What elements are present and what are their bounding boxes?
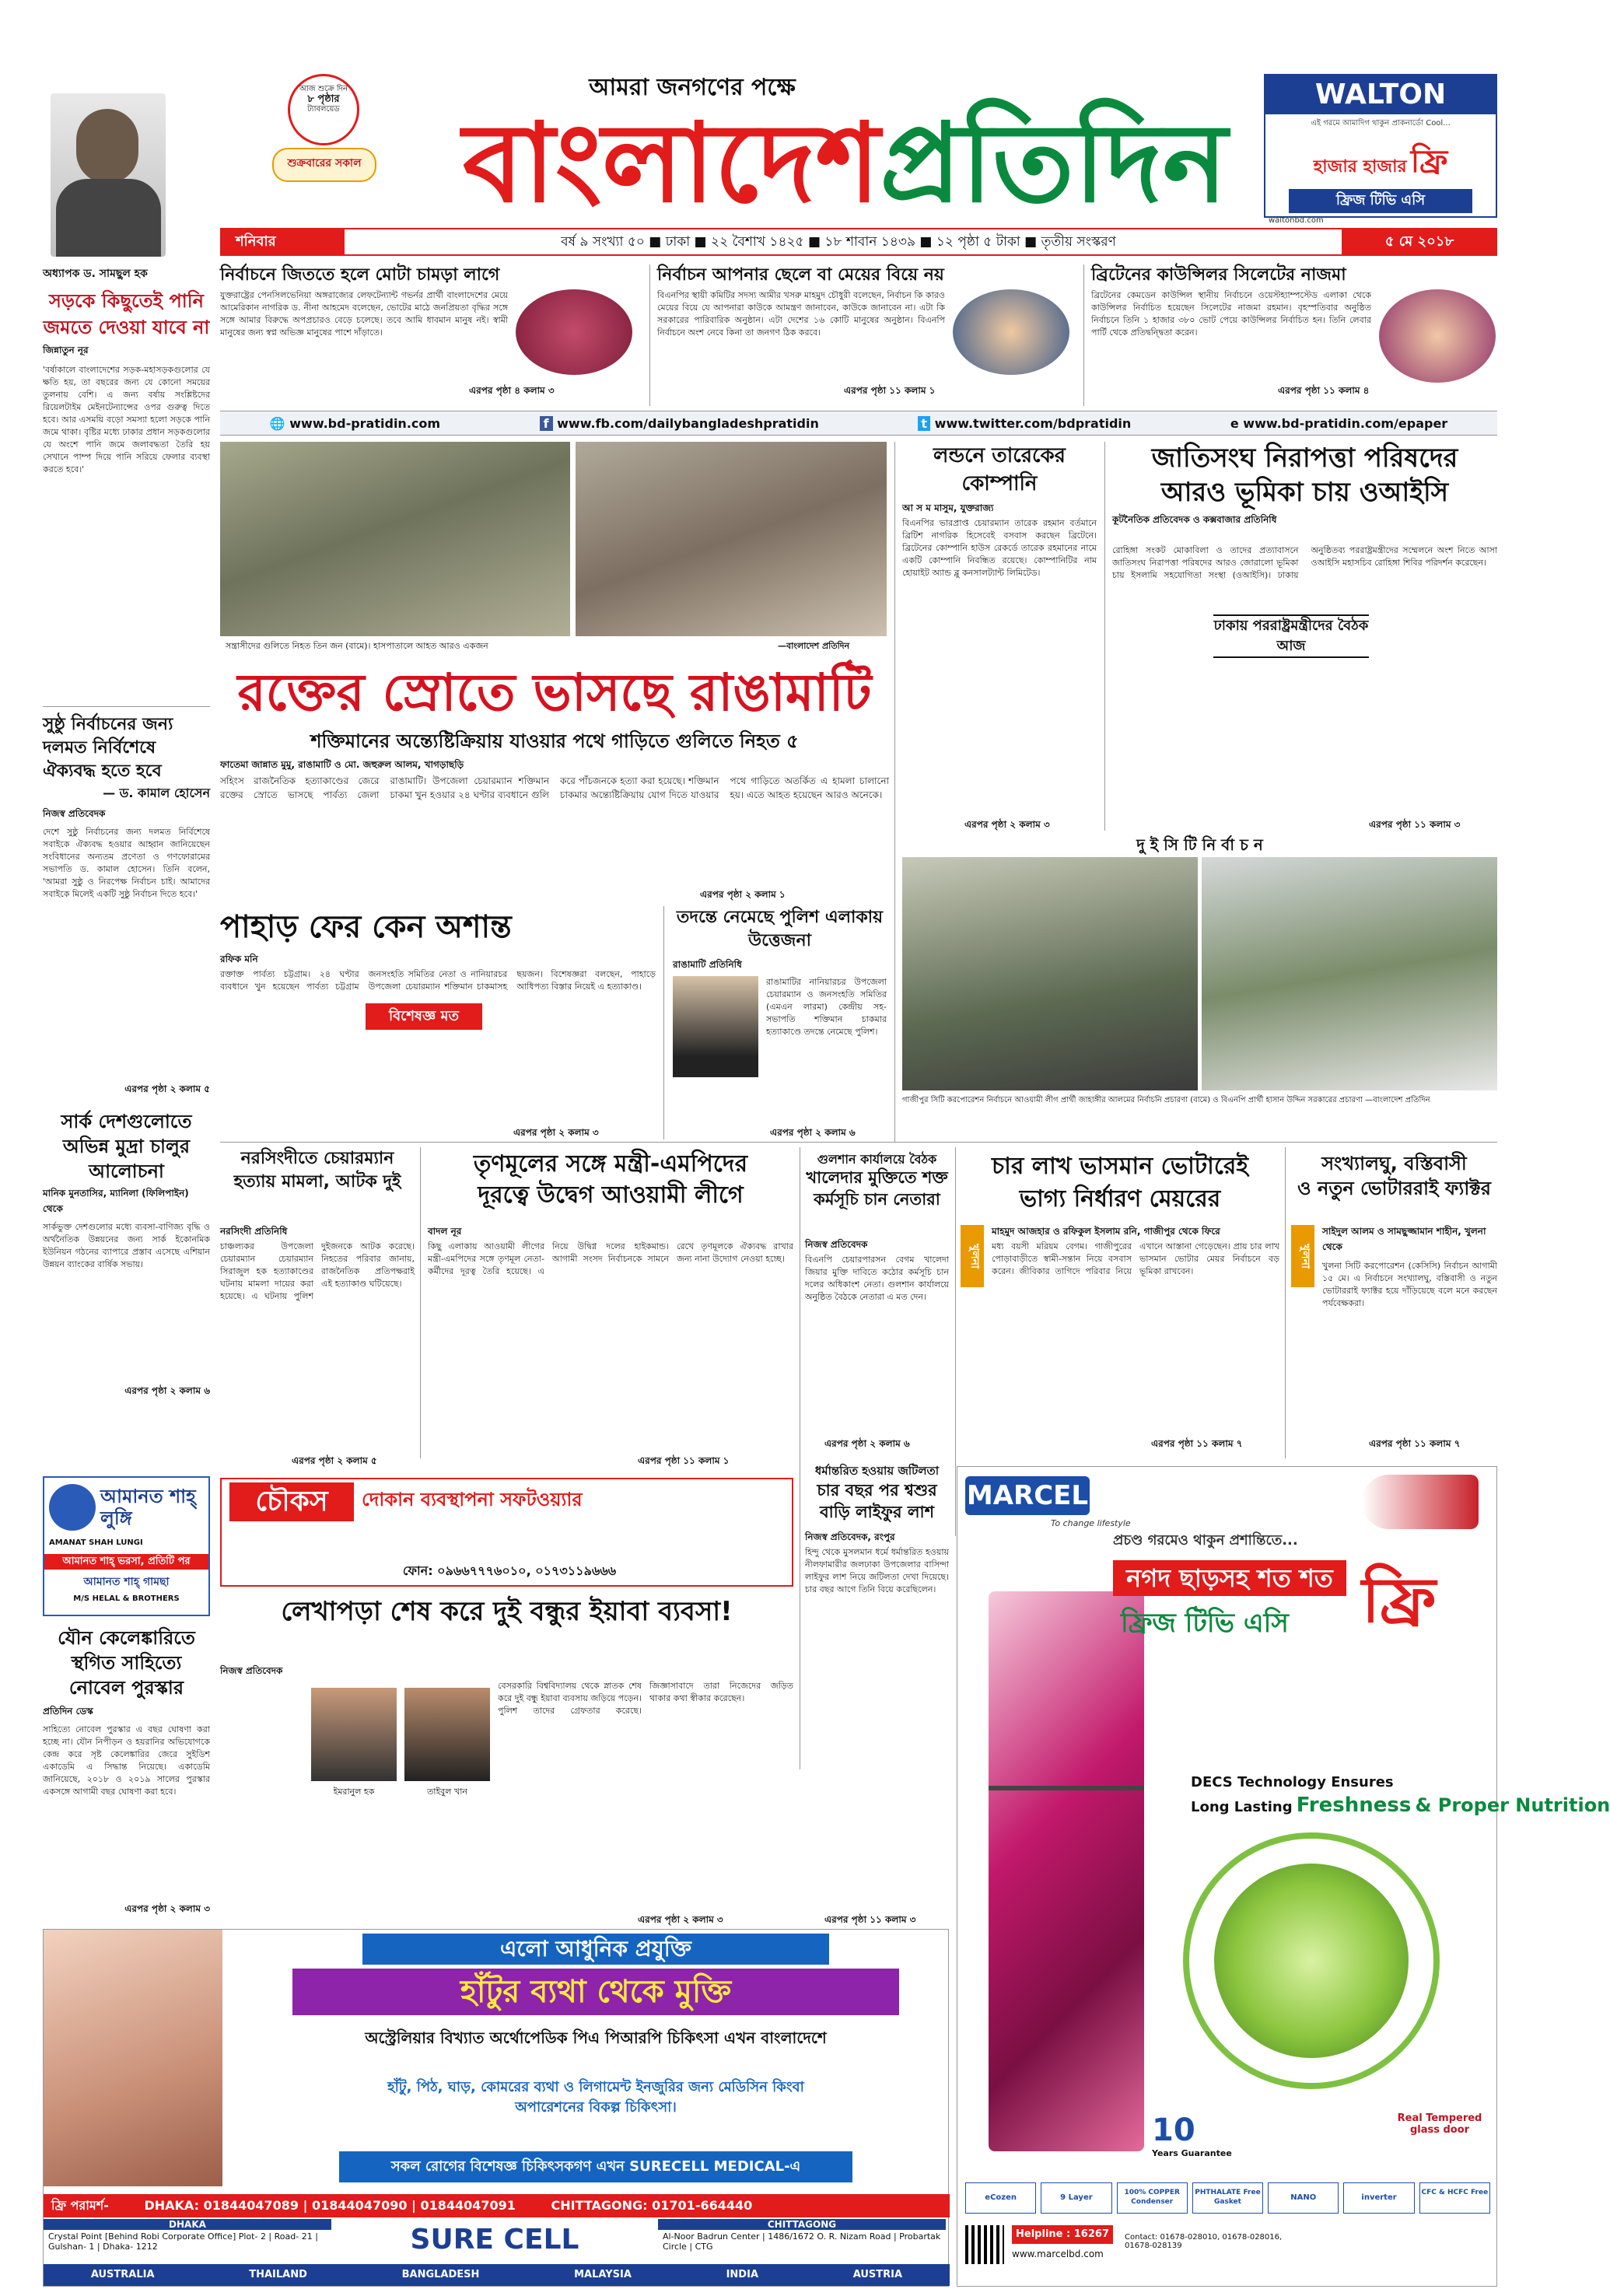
marcel-features — [965, 2182, 1490, 2214]
qr-icon — [965, 2225, 1004, 2264]
surecell-dhaka-addr: Crystal Point [Behind Robi Corporate Office] Plot- 2 | Road- 21 | Gulshan- 1 | Dhaka- 1212 — [48, 2231, 318, 2252]
lead-cont[interactable]: এরপর পৃষ্ঠা ২ কলাম ১ — [700, 889, 786, 900]
surecell-ctg — [658, 2219, 946, 2253]
marcel-fridge-divider — [989, 1786, 1144, 1790]
two-city-photo-left — [902, 857, 1198, 1090]
marcel-tech2: Long Lasting — [1191, 1799, 1293, 1815]
web-link-text: www.bd-pratidin.com — [289, 415, 441, 431]
mayor-cont[interactable]: এরপর পৃষ্ঠা ১১ কলাম ৭ — [1151, 1438, 1243, 1449]
police-headline[interactable]: তদন্তে নেমেছে পুলিশ এলাকায় উত্তেজনা — [676, 908, 884, 950]
khaleda-headline-2[interactable]: খালেদার মুক্তিতে শক্ত কর্মসূচি চান নেতারা — [806, 1168, 948, 1209]
epaper-link-text: www.bd-pratidin.com/epaper — [1243, 415, 1448, 431]
amanat-logo-icon — [49, 1484, 96, 1531]
divider — [420, 1147, 421, 1458]
minority-tag: খুলনা — [1291, 1225, 1314, 1287]
surecell-ctg-addr: Al-Noor Badrun Center | 1486/1672 O. R. Nizam Road | Probartak Circle | CTG — [663, 2231, 941, 2252]
top-story-2-photo — [953, 289, 1069, 375]
marcel-hot: প্রচণ্ড গরমেও থাকুন প্রশান্তিতে... — [1113, 1532, 1298, 1549]
title-part1: বাংলাদেশ — [463, 100, 880, 227]
date-strip — [220, 228, 1497, 256]
left-byline-4: প্রতিদিন ডেস্ক — [43, 1706, 93, 1717]
narsingdi-body: চাঞ্চল্যকর উপজেলা চেয়ারম্যান চেয়ারম্যান সিরাজুল হক হত্যাকাণ্ডের ঘটনায় মামলা দায়ের করা হয়েছে। এ ঘটনায় পুলিশ দুইজনকে আটক করেছে। নিহতের পরিবার জানায়, রাজনৈতিক প্রতিপক্ষরাই এই হত্যাকাণ্ড ঘটিয়েছে। — [220, 1241, 415, 1301]
minority-cont[interactable]: এরপর পৃষ্ঠা ১১ কলাম ৭ — [1369, 1438, 1461, 1449]
country-label: AUSTRIA — [852, 2269, 903, 2280]
surecell-ad[interactable] — [43, 1929, 949, 2287]
mayor-tag: খুলনা — [961, 1225, 984, 1287]
walton-free: ফ্রি — [1410, 144, 1448, 180]
fb-link-text: www.fb.com/dailybangladeshpratidin — [557, 415, 819, 431]
walton-line1: এই গরমে আমাদিগ থাকুন প্রাকনার্ডো Cool... — [1311, 119, 1451, 128]
date-date: ৫ মে ২০১৮ — [1342, 229, 1497, 254]
left-byline-3: মানিক মুনতাসির, ম্যানিলা (ফিলিপাইন) থেকে — [43, 1188, 189, 1214]
tabloid-badge — [288, 74, 359, 145]
left-body-3: সার্কভুক্ত দেশগুলোর মধ্যে ব্যবসা-বাণিজ্য বৃদ্ধি ও অর্থনৈতিক উন্নয়নের জন্য সার্ক ইকোনমিক ইউনিয়ন গঠনের ব্যাপারে প্রস্তাব এসেছে এশিয়ান উন্নয়ন ব্যাংকের বার্ষিক সভায়। — [43, 1222, 210, 1269]
left-byline-2: নিজস্ব প্রতিবেদক — [43, 808, 106, 819]
surecell-countries — [44, 2264, 950, 2286]
feature-badge: 100% COPPER Condenser — [1117, 2182, 1188, 2214]
mayor-headline-2[interactable]: ভাগ্য নির্ধারণ মেয়রের — [1019, 1185, 1221, 1213]
badge-line3: ট্যাবলয়েড — [307, 105, 340, 114]
feature-badge: inverter — [1343, 2182, 1414, 2214]
twitter-link-text: www.twitter.com/bdpratidin — [934, 415, 1132, 431]
lekhapora-cont[interactable]: এরপর পৃষ্ঠা ২ কলাম ৩ — [638, 1914, 723, 1925]
masthead-title — [463, 97, 1264, 229]
marcel-helpline: Helpline : 16267 — [1012, 2225, 1113, 2244]
police-cont[interactable]: এরপর পৃষ্ঠা ২ কলাম ৬ — [770, 1127, 856, 1138]
social-strip — [220, 411, 1497, 436]
marcel-fridge — [989, 1591, 1144, 2151]
lekhapora-body: বেসরকারি বিশ্ববিদ্যালয় থেকে স্নাতক শেষ করে দুই বন্ধু ইয়াবা ব্যবসায় জড়িয়ে পড়েন। পুলিশ তাদের গ্রেফতার করেছে। জিজ্ঞাসাবাদে তারা নিজেদের জড়িত থাকার কথা স্বীকার করেছেন। — [498, 1681, 793, 1716]
walton-site: waltonbd.com — [1269, 216, 1324, 225]
top-story-3[interactable] — [1091, 264, 1497, 406]
surecell-ctg-label: CHITTAGONG — [658, 2219, 946, 2230]
trinamul-headline-1[interactable]: তৃণমূলের সঙ্গে মন্ত্রী-এমপিদের — [473, 1150, 748, 1178]
marcel-slogan: To change lifestyle — [1051, 1518, 1131, 1528]
lead-credit: —বাংলাদেশ প্রতিদিন — [778, 641, 850, 651]
police-body: রাঙামাটির নানিয়ারচর উপজেলা চেয়ারম্যান ও জনসংহতি সমিতির (এমএন লারমা) কেন্দ্রীয় সহ-সভাপতি শক্তিমান চাকমার হত্যাকাণ্ডে তদন্তে নেমেছে পুলিশ। — [766, 977, 887, 1037]
walton-offer — [1265, 137, 1496, 189]
top-story-2[interactable] — [657, 264, 1076, 406]
police-byline: রাঙামাটি প্রতিনিধি — [673, 959, 742, 970]
date-day: শনিবার — [220, 229, 345, 254]
surecell-brand: SURE CELL — [410, 2224, 579, 2256]
lekhapora-byline: নিজস্ব প্রতিবেদক — [220, 1665, 283, 1676]
left-cont-2[interactable]: এরপর পৃষ্ঠা ২ কলাম ৫ — [124, 1083, 210, 1094]
divider — [1104, 442, 1105, 831]
feature-badge: 9 Layer — [1041, 2182, 1111, 2214]
chokos-phone: ফোন: ০৯৬৬৭৭৭৬০১০, ০১৭৩১১৯৬৬৬ — [402, 1563, 617, 1578]
marcel-tech1: DECS Technology Ensures — [1191, 1774, 1394, 1790]
minority-headline-1[interactable]: সংখ্যালঘু, বস্তিবাসী — [1321, 1153, 1467, 1174]
top-story-1-title: নির্বাচনে জিততে হলে মোটা চামড়া লাগে — [220, 265, 500, 285]
marcel-glass: Real Tempered glass door — [1397, 2112, 1482, 2136]
top-story-1-cont[interactable]: এরপর পৃষ্ঠা ৪ কলাম ৩ — [469, 385, 555, 396]
lettuce-icon — [1214, 1864, 1409, 2058]
marcel-web: www.marcelbd.com — [1012, 2249, 1104, 2259]
surecell-knee-image — [44, 1930, 222, 2186]
author-photo-head — [76, 109, 138, 184]
khaleda-byline: নিজস্ব প্রতিবেদক — [805, 1239, 868, 1250]
trinamul-byline: বাদল নূর — [428, 1226, 462, 1237]
top-story-2-body: বিএনপির স্থায়ী কমিটির সদস্য আমীর খসরু মাহমুদ চৌধুরী বলেছেন, নির্বাচন কি কারও মেয়ের বিয়ে যে আপনারা কাউকে আমন্ত্রণ জানাবেন, কাউকে জানাবেন না। এটা কি সরকারের পারিবারিক অনুষ্ঠান। এটা দেশের ১৬ কোটি মানুষের অনুষ্ঠান। বিএনপি নির্বাচনে অংশ নেবে কিনা তা জনগণ ঠিক করবে। — [657, 290, 945, 338]
left-body-1: 'বর্ষাকালে বাংলাদেশের সড়ক-মহাসড়কগুলোর যে ক্ষতি হয়, তা বছরের জন্য যে কোনো সময়ের তুলনায় বেশি। এ জন্য বর্ষায় সংশ্লিষ্টদের রিয়েলটাইম মেইনটেন্যান্সের ওপর গুরুত্ব দিতে হবে। আর এসময়ি বড়ো সমস্যা হলো সড়কে পানি জমে থাকা। বৃষ্টির মধ্যে ঢাকার প্রধান সড়কগুলোর যে অংশে পানি জমে জলাবদ্ধতা তৈরি হয় সেখানে পাম্প দিয়ে পানি সরিয়ে ফেলার ব্যবস্থা করতে হবে।' — [43, 365, 210, 474]
two-city-label: দু ই সি টি নি র্বা চ ন — [902, 834, 1497, 859]
london-body: বিএনপির ভারপ্রাপ্ত চেয়ারম্যান তারেক রহমান বর্তমানে ব্রিটিশ নাগরিক হিসেবেই বসবাস করছেন ব্রিটেনে। ব্রিটেনের কোম্পানি হাউস রেকর্ডে তারেক রহমানের নামে একটি কোম্পানি নিবন্ধিত রয়েছে। কোম্পানিটির নাম হোয়াইট অ্যান্ড ব্লু কনসালট্যান্ট লিমিটেড। — [902, 518, 1097, 578]
surecell-line3: অস্ট্রেলিয়ার বিখ্যাত অর্থোপেডিক পিএ পিআরপি চিকিৎসা এখন বাংলাদেশে — [365, 2028, 827, 2047]
dowry-cont[interactable]: এরপর পৃষ্ঠা ১১ কলাম ৩ — [824, 1914, 916, 1925]
trinamul-cont[interactable]: এরপর পৃষ্ঠা ১১ কলাম ১ — [638, 1455, 730, 1466]
epaper-link[interactable] — [1230, 416, 1447, 431]
left-headline-3[interactable]: সার্ক দেশগুলোতে অভিন্ন মুদ্রা চালুর আলোচনা — [61, 1111, 192, 1182]
surecell-line2: হাঁটুর ব্যথা থেকে মুক্তি — [292, 1969, 899, 2015]
plane-icon — [1362, 1475, 1479, 1529]
minority-headline-2[interactable]: ও নতুন ভোটাররাই ফ্যাক্টর — [1297, 1178, 1491, 1199]
london-cont[interactable]: এরপর পৃষ্ঠা ২ কলাম ৩ — [964, 819, 1050, 830]
lead-body: সহিংস রাজনৈতিক হত্যাকাণ্ডের জেরে রক্তের স্রোতে ভাসছে পার্বত্য জেলা রাঙামাটি। উপজেলা চেয়ারম্যান শক্তিমান চাকমা খুন হওয়ার ২৪ ঘণ্টার ব্যবধানে গুলি করে পাঁচজনকে হত্যা করা হয়েছে। শক্তিমান চাকমার অন্ত্যেষ্টিক্রিয়ায় যোগ দিতে যাওয়ার পথে গাড়িতে অতর্কিত এ হামলা চালানো হয়। এতে আহত হয়েছেন আরও অনেকে। — [220, 775, 889, 800]
walton-line2: হাজার হাজার — [1313, 157, 1407, 177]
khaleda-cont[interactable]: এরপর পৃষ্ঠা ২ কলাম ৬ — [824, 1438, 910, 1449]
author-name: অধ্যাপক ড. সামছুল হক — [43, 268, 148, 280]
top-story-2-cont[interactable]: এরপর পৃষ্ঠা ১১ কলাম ১ — [844, 385, 936, 396]
oic-headline-2[interactable]: আরও ভূমিকা চায় ওআইসি — [1160, 477, 1449, 508]
feature-badge: PHTHALATE Free Gasket — [1192, 2182, 1263, 2214]
marcel-years-label: Years Guarantee — [1152, 2148, 1232, 2158]
lekhapora-headline[interactable]: লেখাপড়া শেষ করে দুই বন্ধুর ইয়াবা ব্যবসা! — [281, 1596, 733, 1627]
london-byline: আ স ম মাসুম, যুক্তরাজ্য — [902, 502, 994, 513]
feature-badge: NANO — [1268, 2182, 1339, 2214]
left-sub-2: — ড. কামাল হোসেন — [103, 786, 210, 800]
feature-badge: eCozen — [965, 2182, 1036, 2214]
twitter-icon: t — [918, 416, 930, 431]
lekhapora-photo-1-label: ইমরানুল হক — [333, 1787, 375, 1797]
top-story-3-photo — [1379, 289, 1496, 383]
top-story-1-body: যুক্তরাষ্ট্রের পেনসিলভেনিয়া অঙ্গরাজ্যের লেফটেন্যান্ট গভর্নর প্রার্থী বাংলাদেশের মেয়ে আমেরিকান নাগরিক ড. নীনা আহমেদ বলেছেন, ভোটের মাঠে জনপ্রিয়তা বৃদ্ধির সঙ্গে সঙ্গে আমার বিরুদ্ধে অপপ্রচারও বেড়ে চলেছে। তবে আমি ধাবমান মানুষ নই। স্বামী মানুষের জন্য স্বপ্ন অভিজ্ঞ মানুষের পাশে দাঁড়াতে। — [220, 290, 508, 338]
amanat-line1: আমানত শাহ্ ভরসা, প্রতিটি পর — [44, 1554, 208, 1570]
marcel-brand: MARCEL — [965, 1476, 1090, 1515]
title-part2: প্রতিদিন — [880, 100, 1228, 227]
masthead-tagline: আমরা জনগণের পক্ষে — [589, 74, 796, 101]
top-story-3-title: ব্রিটেনের কাউন্সিলর সিলেটের নাজমা — [1091, 265, 1346, 285]
marcel-tech3: Freshness — [1296, 1794, 1412, 1817]
marcel-guarantee — [1152, 2112, 1237, 2158]
walton-ad[interactable] — [1264, 74, 1497, 225]
epaper-icon: e — [1230, 415, 1244, 431]
divider — [955, 1147, 956, 1536]
narsingdi-cont[interactable]: এরপর পৃষ্ঠা ২ কলাম ৫ — [292, 1455, 377, 1466]
left-headline-1[interactable]: সড়কে কিছুতেই পানি জমতে দেওয়া যাবে না — [43, 290, 210, 338]
feature-badge: CFC & HCFC Free — [1419, 2182, 1490, 2214]
oic-body: রোহিঙ্গা সংকট মোকাবিলা ও তাদের প্রত্যাবাসনে জাতিসংঘ নিরাপত্তা পরিষদের আরও জোরালো ভূমিকা চায় ইসলামি সহযোগিতা সংস্থা (ওআইসি)। ঢাকায় অনুষ্ঠিতব্য পররাষ্ট্রমন্ত্রীদের সম্মেলনে অংশ নিতে আসা ওআইসি মহাসচিব রোহিঙ্গা শিবির পরিদর্শন করেছেন। — [1112, 545, 1497, 580]
marcel-tech-line — [1191, 1794, 1610, 1817]
date-info: বর্ষ ৯ সংখ্যা ৫০ ■ ঢাকা ■ ২২ বৈশাখ ১৪২৫ ■ ১৮ শাবান ১৪৩৯ ■ ১২ পৃষ্ঠা ৫ টাকা ■ তৃতীয় সংস্করণ — [561, 234, 1116, 250]
web-link[interactable] — [270, 416, 440, 431]
twitter-link[interactable] — [918, 416, 1131, 431]
divider — [894, 442, 895, 1142]
surecell-line1: এলো আধুনিক প্রযুক্তি — [362, 1934, 829, 1965]
top-story-1-photo — [516, 289, 632, 375]
top-story-1[interactable] — [220, 264, 642, 406]
country-label: MALAYSIA — [574, 2269, 632, 2280]
chokos-ad[interactable] — [220, 1478, 793, 1587]
left-byline-1: জিন্নাতুন নূর — [43, 345, 89, 355]
trinamul-body: কিছু এলাকায় আওয়ামী লীগের মন্ত্রী-এমপিদের সঙ্গে তৃণমূল নেতা-কর্মীদের দূরত্ব তৈরি হয়েছে। এ নিয়ে উদ্বিগ্ন দলের হাইকমান্ড। আগামী সংসদ নির্বাচনকে সামনে রেখে তৃণমূলকে ঐক্যবদ্ধ রাখার জন্য নানা উদ্যোগ নেওয়া হচ্ছে। — [428, 1241, 793, 1276]
surecell-dhaka-phones: DHAKA: 01844047089 | 01844047090 | 01844047091 — [144, 2198, 516, 2213]
marcel-ad[interactable] — [957, 1466, 1610, 2287]
lekhapora-photo-1 — [311, 1688, 397, 1781]
minority-body: খুলনা সিটি করপোরেশন (কেসিসি) নির্বাচন আগামী ১৫ মে। এ নির্বাচনে সংখ্যালঘু, বস্তিবাসী ও নতুন ভোটাররাই ফ্যাক্টর হয়ে দাঁড়িয়েছে বলে মনে করছেন পর্যবেক্ষকরা। — [1322, 1261, 1497, 1308]
surecell-dhaka-label: DHAKA — [44, 2219, 331, 2230]
lead-photo-left — [220, 442, 570, 636]
walton-brand: WALTON — [1265, 75, 1496, 114]
marcel-items: ফ্রিজ টিভি এসি — [1121, 1608, 1289, 1639]
trinamul-headline-2[interactable]: দূরত্বে উদ্বেগ আওয়ামী লীগে — [478, 1181, 744, 1209]
surecell-phones — [44, 2194, 950, 2217]
globe-icon: 🌐 — [269, 415, 290, 431]
divider — [220, 1142, 1497, 1143]
amanat-line2: আমানত শাহ্ গামছা — [83, 1576, 170, 1588]
lead-headline[interactable]: রক্তের স্রোতে ভাসছে রাঙামাটি — [237, 662, 872, 723]
fb-link[interactable] — [540, 416, 819, 431]
left-body-2: দেশে সুষ্ঠু নির্বাচনের জন্য দলমত নির্বিশেষে সবাইকে ঐক্যবদ্ধ হওয়ার আহ্বান জানিয়েছেন সংবিধানের অন্যতম প্রণেতা ও গণফোরামের সভাপতি ড. কামাল হোসেন। তিনি বলেন, 'আমরা সুষ্ঠু ও নিরপেক্ষ নির্বাচন চাই। আমাদের সবাইকে মিলেই একটি সুষ্ঠু নির্বাচন দিতে হবে।' — [43, 827, 210, 899]
divider — [1285, 1147, 1286, 1458]
mayor-body: মধ্য বয়সী মরিয়ম বেগম। গাজীপুরের পোড়াবাড়ীতে স্বামী-সন্তান নিয়ে বসবাস করেন। জীবিকার তাগিদে পরিবার নিয়ে এখানে আস্তানা গেড়েছেন। প্রায় চার লাখ ভাসমান ভোটার মেয়র নির্বাচনে বড় ভূমিকা রাখবেন। — [992, 1241, 1279, 1276]
amanat-en: AMANAT SHAH LUNGI — [49, 1538, 143, 1547]
amanat-ad[interactable] — [43, 1476, 210, 1616]
surecell-line5: সকল রোগের বিশেষজ্ঞ চিকিৎসকগণ এখন SURECELL MEDICAL-এ — [339, 2151, 852, 2182]
marcel-cash: নগদ ছাড়সহ শত শত — [1113, 1560, 1346, 1596]
lead-photo-right — [576, 442, 887, 636]
left-headline-2[interactable]: সুষ্ঠু নির্বাচনের জন্য দলমত নির্বিশেষে ঐক্যবদ্ধ হতে হবে — [43, 715, 173, 781]
hills-body: রক্তাক্ত পার্বত্য চট্টগ্রাম। ২৪ ঘণ্টার ব্যবধানে খুন হয়েছেন পার্বত্য চট্টগ্রাম জনসংহতি সমিতির নেতা ও নানিয়ারচর উপজেলা চেয়ারম্যান শক্তিমান চাকমাসহ ছয়জন। বিশেষজ্ঞরা বলছেন, পাহাড়ে আধিপত্য বিস্তার নিয়েই এ হত্যাকাণ্ড। — [220, 969, 656, 992]
badge-line2: ৮ পৃষ্ঠার — [307, 93, 340, 105]
khaleda-body: বিএনপি চেয়ারপারসন বেগম খালেদা জিয়ার মুক্তি দাবিতে কঠোর কর্মসূচি চান দলের অধিকাংশ নেতা। গুলশান কার্যালয়ে অনুষ্ঠিত বৈঠকে নেতারা এ মত দেন। — [805, 1255, 949, 1302]
chokos-name: চৌকস — [229, 1482, 354, 1521]
country-label: AUSTRALIA — [90, 2269, 155, 2280]
amanat-firm: M/S HELAL & BROTHERS — [73, 1594, 180, 1603]
divider — [663, 906, 664, 1139]
country-label: THAILAND — [249, 2269, 307, 2280]
sokal-badge-text: শুক্রবারের সকাল — [287, 157, 362, 170]
marcel-years: 10 — [1152, 2112, 1195, 2148]
khaleda-headline-1: গুলশান কার্যালয়ে বৈঠক — [817, 1152, 937, 1167]
lekhapora-photo-2-label: তাইবুল খান — [427, 1787, 467, 1797]
mayor-headline-1[interactable]: চার লাখ ভাসমান ভোটারেই — [991, 1153, 1249, 1180]
hills-expert-tag: বিশেষজ্ঞ মত — [366, 1003, 482, 1030]
chokos-sub: দোকান ব্যবস্থাপনা সফটওয়্যার — [362, 1489, 583, 1510]
facebook-icon: f — [540, 416, 553, 431]
top-story-2-title: নির্বাচন আপনার ছেলে বা মেয়ের বিয়ে নয় — [657, 265, 944, 285]
mayor-byline: মাহমুদ আজহার ও রফিকুল ইসলাম রনি, গাজীপুর থেকে ফিরে — [992, 1226, 1220, 1237]
dowry-headline-1: ধর্মান্তরিত হওয়ায় জটিলতা — [814, 1464, 940, 1478]
lead-byline: ফাতেমা জান্নাত মুমু, রাঙামাটি ও মো. জহুরুল আলম, খাগড়াছড়ি — [220, 759, 464, 770]
hills-cont[interactable]: এরপর পৃষ্ঠা ২ কলাম ৩ — [513, 1127, 599, 1138]
minority-byline: সাইদুল আলম ও সামছুজ্জামান শাহীন, খুলনা থেকে — [1322, 1226, 1486, 1252]
oic-byline: কূটনৈতিক প্রতিবেদক ও কক্সবাজার প্রতিনিধি — [1112, 514, 1277, 525]
marcel-contact: Contact: 01678-028010, 01678-028016, 01678-028139 — [1125, 2233, 1283, 2250]
left-body-4: সাহিত্যে নোবেল পুরস্কার এ বছর ঘোষণা করা হচ্ছে না। যৌন নিপীড়ন ও হয়রানির অভিযোগকে কেন্দ্র করে সৃষ্ট কেলেঙ্কারির জেরে সুইডিশ একাডেমি এ সিদ্ধান্ত নিয়েছে। একাডেমি জানিয়েছে, ২০১৮ ও ২০১৯ সালের পুরস্কার একসঙ্গে আগামী বছর ঘোষণা করা হবে। — [43, 1724, 210, 1797]
hills-headline[interactable]: পাহাড় ফের কেন অশান্ত — [220, 909, 512, 945]
lekhapora-photo-2 — [404, 1688, 490, 1781]
dowry-headline-2[interactable]: চার বছর পর শ্বশুর বাড়ি লাইফুর লাশ — [817, 1481, 937, 1521]
hills-byline: রফিক মনি — [220, 954, 258, 964]
dowry-body: হিন্দু থেকে মুসলমান ধর্মে ধর্মান্তরিত হওয়ায় নীলফামারীর জলঢাকা উপজেলার বাসিন্দা লাইফুর লাশ নিয়ে জটিলতা দেখা দিয়েছে। চার বছর আগে তিনি বিয়ে করেছিলেন। — [805, 1547, 949, 1594]
divider — [43, 706, 210, 707]
surecell-dhaka — [44, 2219, 331, 2253]
london-headline[interactable]: লন্ডনে তারেকের কোম্পানি — [933, 444, 1066, 495]
lead-caption: সন্ত্রাসীদের গুলিতে নিহত তিন জন (বামে)। হাসপাতালে আহত আরও একজন — [226, 641, 488, 651]
narsingdi-byline: নরসিংদী প্রতিনিধি — [220, 1226, 288, 1237]
surecell-free-consult: ফ্রি পরামর্শ- — [51, 2198, 109, 2213]
surecell-ctg-phone: CHITTAGONG: 01701-664440 — [551, 2198, 753, 2213]
top-story-3-cont[interactable]: এরপর পৃষ্ঠা ১১ কলাম ৪ — [1278, 385, 1370, 396]
badge-line1: আজ শুক্রে দিন — [299, 85, 348, 93]
surecell-line4: হাঁটু, পিঠ, ঘাড়, কোমরের ব্যথা ও লিগামেন্ট ইনজুরির জন্য মেডিসিন কিংবা অপারেশনের বিকল্প চিকিৎসা। — [387, 2079, 804, 2116]
walton-line3: ফ্রিজ টিভি এসি — [1289, 189, 1472, 213]
country-label: BANGLADESH — [401, 2269, 480, 2280]
country-label: INDIA — [726, 2269, 758, 2280]
author-photo-body — [56, 179, 161, 257]
sokal-badge — [272, 148, 376, 182]
lead-sub: শক্তিমানের অন্ত্যেষ্টিক্রিয়ায় যাওয়ার পথে গাড়িতে গুলিতে নিহত ৫ — [310, 730, 799, 752]
divider — [649, 264, 650, 406]
two-city-photo-right — [1202, 857, 1497, 1090]
narsingdi-headline[interactable]: নরসিংদীতে চেয়ারম্যান হত্যায় মামলা, আটক দুই — [233, 1149, 401, 1192]
left-headline-4[interactable]: যৌন কেলেঙ্কারিতে স্থগিত সাহিত্যে নোবেল পুরস্কার — [58, 1627, 195, 1699]
oic-headline-1[interactable]: জাতিসংঘ নিরাপত্তা পরিষদের — [1151, 443, 1458, 474]
marcel-tech4: & Proper Nutrition — [1415, 1794, 1610, 1816]
amanat-name: আমানত শাহ্ লুঙ্গি — [100, 1486, 196, 1529]
police-photo — [673, 976, 758, 1077]
oic-box: ঢাকায় পররাষ্ট্রমন্ত্রীদের বৈঠক আজ — [1213, 614, 1369, 658]
divider — [1083, 264, 1084, 406]
top-story-3-body: ব্রিটেনের কেমডেন কাউন্সিল স্থানীয় নির্বাচনে ওয়েস্টহ্যাম্পস্টেড এলাকা থেকে কাউন্সিলর নির্বাচিত হয়েছেন সিলেটের নাজমা রহমান। বৃহস্পতিবার অনুষ্ঠিত নির্বাচনে তিনি ১ হাজার ৩৮০ ভোট পেয়ে কাউন্সিলর নির্বাচিত হন। তিনি লেবার পার্টি থেকে প্রতিদ্বন্দ্বিতা করেন। — [1091, 290, 1371, 338]
oic-cont[interactable]: এরপর পৃষ্ঠা ১১ কলাম ৩ — [1369, 819, 1461, 830]
marcel-free: ফ্রি — [1362, 1564, 1437, 1636]
dowry-byline: নিজস্ব প্রতিবেদক, রংপুর — [805, 1531, 895, 1542]
left-cont-4[interactable]: এরপর পৃষ্ঠা ২ কলাম ৩ — [124, 1903, 210, 1914]
two-city-caption: গাজীপুর সিটি করপোরেশন নির্বাচনে আওয়ামী লীগ প্রার্থী জাহাঙ্গীর আলমের নির্বাচনি প্রচারণা (বামে) ও বিএনপি প্রার্থী হাসান উদ্দিন সরকারের প্রচারণা —বাংলাদেশ প্রতিদিন — [902, 1096, 1430, 1104]
left-cont-3[interactable]: এরপর পৃষ্ঠা ২ কলাম ৬ — [124, 1385, 210, 1396]
